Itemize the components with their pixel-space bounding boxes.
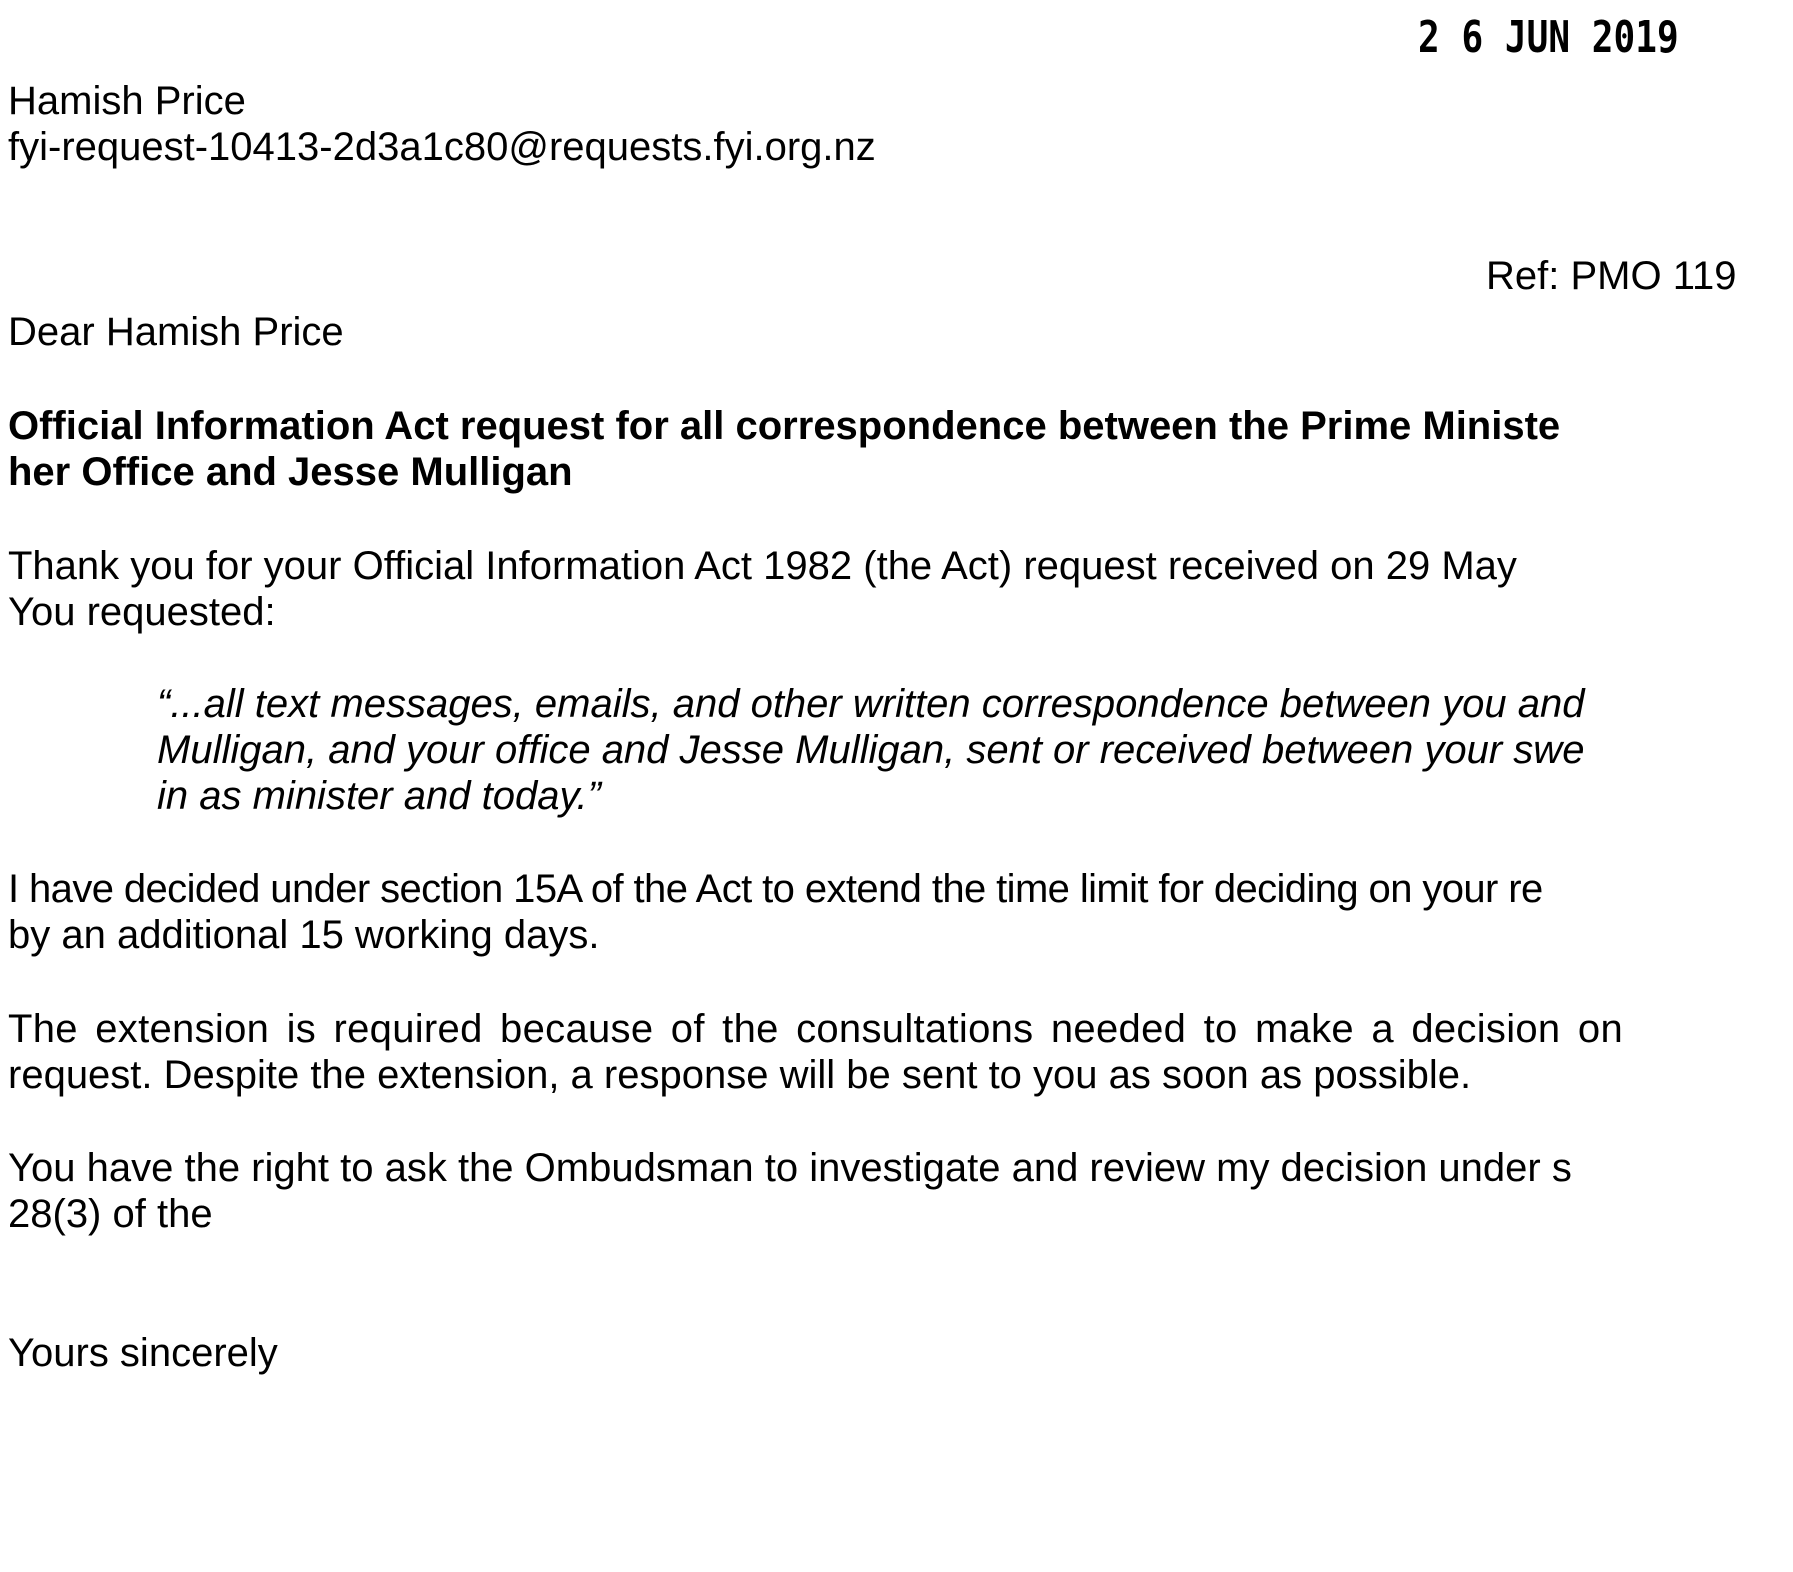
recipient-email: fyi-request-10413-2d3a1c80@requests.fyi.org.nz — [8, 125, 876, 169]
quote-line: Mulligan, and your office and Jesse Mulligan, sent or received between your swe — [157, 728, 1585, 772]
quote-line: in as minister and today.” — [157, 774, 601, 818]
paragraph-line: request. Despite the extension, a response will be sent to you as soon as possible. — [8, 1053, 1472, 1097]
paragraph-line: You have the right to ask the Ombudsman to investigate and review my decision under s — [8, 1146, 1572, 1190]
subject-line: her Office and Jesse Mulligan — [8, 450, 573, 494]
recipient-name: Hamish Price — [8, 79, 246, 123]
paragraph-line: You requested: — [8, 590, 276, 634]
paragraph-line: Thank you for your Official Information Act 1982 (the Act) request received on 29 May — [8, 544, 1517, 588]
paragraph-line: 28(3) of the — [8, 1192, 213, 1236]
paragraph-line: The extension is required because of the consultations needed to make a decision on — [8, 1007, 1623, 1051]
date-stamp: 2 6 JUN 2019 — [1418, 12, 1679, 63]
subject-line: Official Information Act request for all correspondence between the Prime Ministe — [8, 404, 1561, 448]
salutation: Dear Hamish Price — [8, 310, 344, 354]
quote-line: “...all text messages, emails, and other written correspondence between you and — [157, 682, 1585, 726]
closing: Yours sincerely — [8, 1331, 278, 1375]
paragraph-line: I have decided under section 15A of the Act to extend the time limit for deciding on your re — [8, 867, 1543, 911]
paragraph-line: by an additional 15 working days. — [8, 913, 600, 957]
reference-number: Ref: PMO 119 — [1486, 254, 1737, 298]
